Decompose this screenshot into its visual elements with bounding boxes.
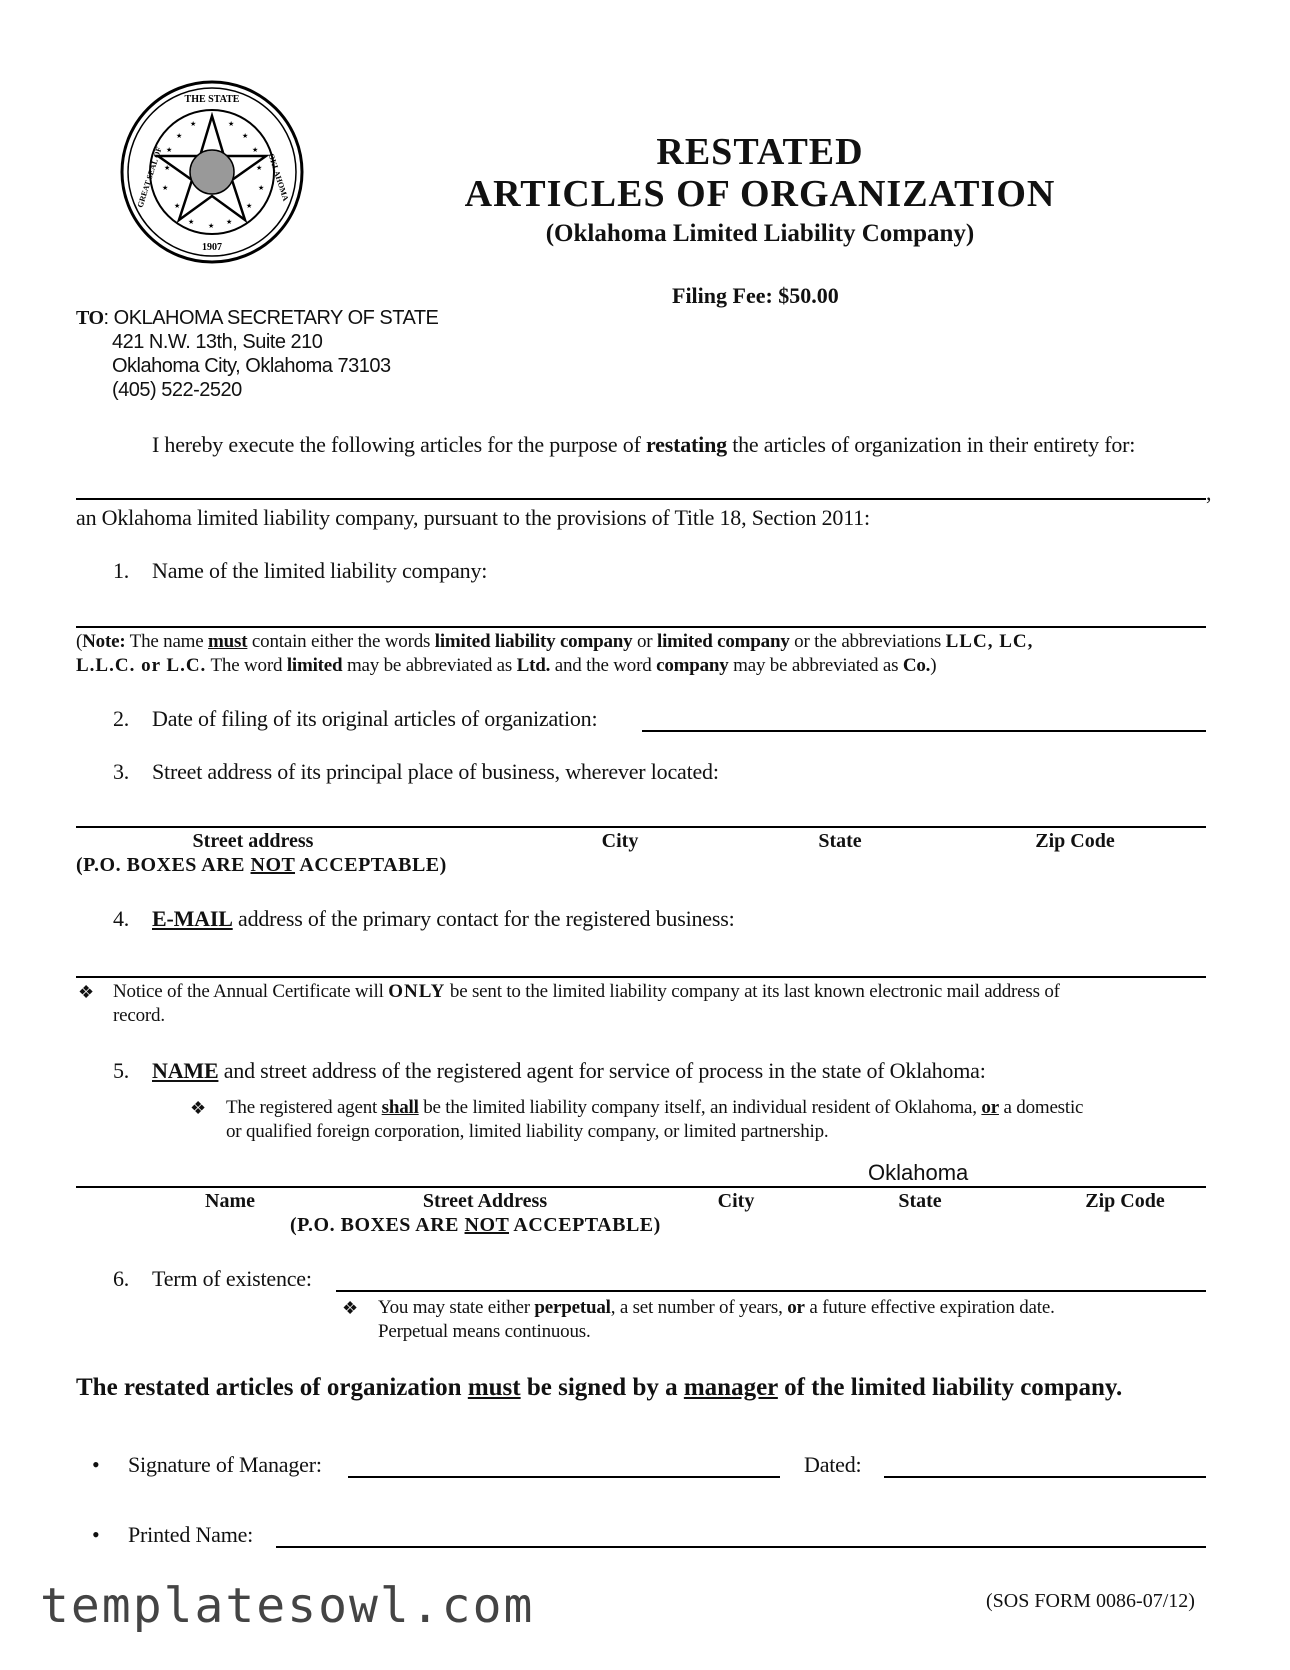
col-zip: Zip Code [1035, 830, 1115, 852]
watermark: templatesowl.com [40, 1578, 535, 1634]
to-line-4: (405) 522-2520 [112, 379, 242, 401]
svg-text:★: ★ [176, 132, 183, 140]
svg-text:★: ★ [164, 164, 171, 172]
title-line-1: RESTATED [656, 131, 864, 173]
signature-label: Signature of Manager: [128, 1452, 322, 1477]
item-6-label: Term of existence: [152, 1266, 312, 1291]
signing-statement: The restated articles of organization must be signed by a manager of the limited liability company. [76, 1374, 1123, 1401]
agent-col-zip: Zip Code [1085, 1190, 1165, 1212]
annual-notice: Notice of the Annual Certificate will ONLY be sent to the limited liability company at its last known electronic mail address of record. [113, 981, 1060, 1026]
svg-text:★: ★ [226, 218, 233, 226]
svg-text:1907: 1907 [202, 242, 222, 253]
dated-line[interactable] [884, 1476, 1206, 1478]
agent-col-state: State [898, 1190, 942, 1212]
comma: , [1206, 480, 1212, 505]
svg-text:★: ★ [166, 146, 173, 154]
term-note: You may state either perpetual, a set number of years, or a future effective expiration date. Perpetual means continuous. [378, 1297, 1055, 1342]
item-3-label: Street address of its principal place of business, wherever located: [152, 759, 719, 784]
agent-state-value[interactable]: Oklahoma [868, 1160, 969, 1185]
agent-col-name: Name [205, 1190, 255, 1212]
diamond-bullet-icon: ❖ [190, 1098, 207, 1118]
svg-text:★: ★ [208, 222, 215, 230]
svg-text:★: ★ [188, 218, 195, 226]
item-5-number: 5. [113, 1058, 130, 1083]
printed-name-label: Printed Name: [128, 1522, 254, 1547]
svg-text:★: ★ [258, 184, 265, 192]
item-4-label: E-MAIL address of the primary contact for the registered business: [152, 906, 735, 931]
svg-text:★: ★ [190, 120, 197, 128]
email-line[interactable] [76, 976, 1206, 978]
signature-line[interactable] [348, 1476, 780, 1478]
agent-note: The registered agent shall be the limited liability company itself, an individual resident of Oklahoma, or a domestic or qualified foreign corporation, limited liability company, or limited partnership. [226, 1097, 1084, 1142]
filing-date-line[interactable] [642, 730, 1206, 732]
agent-col-street: Street Address [422, 1190, 548, 1212]
item-2-label: Date of filing of its original articles of organization: [152, 706, 598, 731]
llc-name-line[interactable] [76, 626, 1206, 628]
company-name-line[interactable] [76, 498, 1206, 500]
filing-fee: Filing Fee: $50.00 [672, 283, 839, 308]
to-line-1: : OKLAHOMA SECRETARY OF STATE [103, 307, 439, 329]
svg-text:★: ★ [174, 202, 181, 210]
col-street-address: Street address [192, 830, 314, 852]
term-line[interactable] [336, 1290, 1206, 1292]
subtitle: (Oklahoma Limited Liability Company) [545, 220, 975, 247]
svg-text:★: ★ [242, 132, 249, 140]
form-id: (SOS FORM 0086-07/12) [986, 1590, 1195, 1612]
item-3-number: 3. [113, 759, 130, 784]
svg-text:THE STATE: THE STATE [184, 94, 240, 105]
item-5-label: NAME and street address of the registered agent for service of process in the state of Oklahoma: [152, 1058, 986, 1083]
state-seal-logo [118, 78, 306, 266]
diamond-bullet-icon: ❖ [342, 1298, 359, 1318]
bullet-icon: • [92, 1522, 100, 1547]
po-box-note-1: (P.O. BOXES ARE NOT ACCEPTABLE) [76, 854, 447, 876]
svg-text:★: ★ [246, 202, 253, 210]
svg-text:★: ★ [252, 146, 259, 154]
item-2-number: 2. [113, 706, 130, 731]
to-label: TO [76, 307, 104, 329]
svg-text:OKLAHOMA: OKLAHOMA [266, 152, 291, 203]
bullet-icon: • [92, 1452, 100, 1477]
title-line-2: ARTICLES OF ORGANIZATION [464, 173, 1056, 215]
diamond-bullet-icon: ❖ [78, 982, 95, 1002]
item-6-number: 6. [113, 1266, 130, 1291]
item-1-label: Name of the limited liability company: [152, 558, 488, 583]
po-box-note-2: (P.O. BOXES ARE NOT ACCEPTABLE) [290, 1214, 661, 1236]
agent-address-line[interactable] [76, 1186, 1206, 1188]
printed-name-line[interactable] [276, 1546, 1206, 1548]
col-city: City [601, 830, 639, 852]
to-line-3: Oklahoma City, Oklahoma 73103 [112, 355, 391, 377]
svg-text:GREAT SEAL OF: GREAT SEAL OF [135, 145, 164, 209]
svg-text:★: ★ [228, 120, 235, 128]
intro-text: I hereby execute the following articles for the purpose of restating the articles of organization in their entirety for: [152, 432, 1136, 457]
intro-line-2: an Oklahoma limited liability company, pursuant to the provisions of Title 18, Section 2011: [76, 505, 870, 530]
item-4-number: 4. [113, 906, 130, 931]
dated-label: Dated: [804, 1452, 862, 1477]
to-address [76, 306, 438, 402]
svg-text:★: ★ [162, 184, 169, 192]
item-1-number: 1. [113, 558, 130, 583]
principal-address-line[interactable] [76, 826, 1206, 828]
agent-col-city: City [717, 1190, 755, 1212]
svg-text:★: ★ [256, 164, 263, 172]
name-note: (Note: The name must contain either the words limited liability company or limited company or the abbreviations LLC, LC, L.L.C. or L.C. The word limited may be abbreviated as Ltd. and the word company may be abbreviated as Co.) [76, 631, 1034, 676]
to-line-2: 421 N.W. 13th, Suite 210 [112, 331, 323, 353]
col-state: State [818, 830, 862, 852]
